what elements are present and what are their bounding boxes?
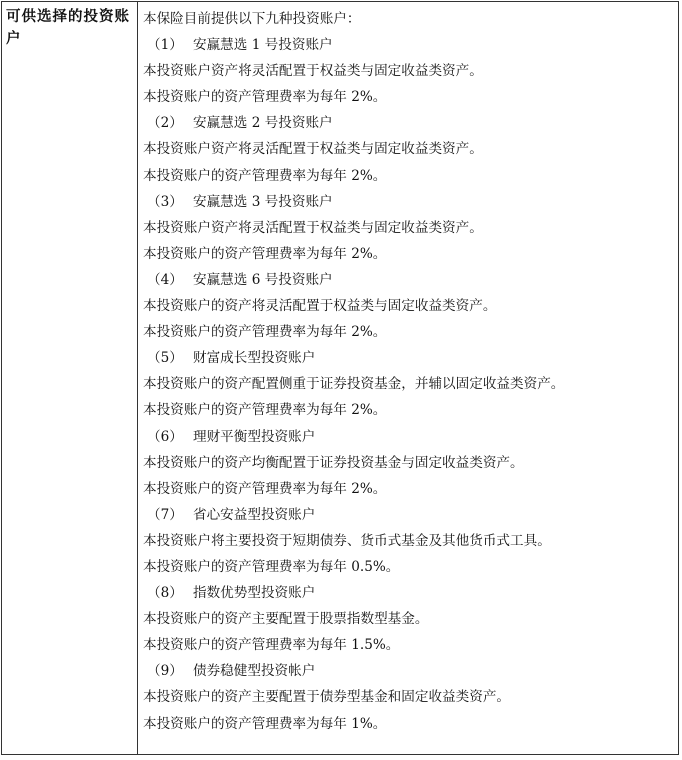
account-fee: 本投资账户的资产管理费率为每年 1%。 bbox=[143, 715, 387, 732]
account-title bbox=[143, 502, 677, 528]
account-desc: 本投资账户的资产主要配置于股票指数型基金。 bbox=[143, 611, 429, 628]
account-title bbox=[143, 424, 677, 450]
account-name: 财富成长型投资账户 bbox=[193, 350, 316, 367]
term-label: 可供选择的投资账户 bbox=[6, 9, 130, 47]
account-item bbox=[143, 32, 677, 110]
account-title bbox=[143, 189, 677, 215]
account-desc: 本投资账户的资产配置侧重于证券投资基金，并辅以固定收益类资产。 bbox=[143, 376, 565, 393]
account-fee: 本投资账户的资产管理费率为每年 2%。 bbox=[143, 324, 387, 341]
account-desc: 本投资账户将主要投资于短期债券、货币式基金及其他货币式工具。 bbox=[143, 532, 551, 549]
account-title bbox=[143, 658, 677, 684]
account-title bbox=[143, 32, 677, 58]
account-fee: 本投资账户的资产管理费率为每年 2%。 bbox=[143, 167, 387, 184]
account-item bbox=[143, 189, 677, 267]
account-title bbox=[143, 110, 677, 136]
account-desc: 本投资账户的资产均衡配置于证券投资基金与固定收益类资产。 bbox=[143, 454, 524, 471]
account-item bbox=[143, 424, 677, 502]
account-fee: 本投资账户的资产管理费率为每年 2%。 bbox=[143, 480, 387, 497]
intro-text: 本保险目前提供以下九种投资账户： bbox=[143, 11, 361, 27]
account-number: （5） bbox=[147, 350, 183, 367]
account-number: （4） bbox=[147, 271, 183, 288]
account-number: （1） bbox=[147, 37, 183, 54]
account-desc: 本投资账户的资产将灵活配置于权益类与固定收益类资产。 bbox=[143, 298, 497, 315]
account-number: （2） bbox=[147, 115, 183, 132]
account-item bbox=[143, 110, 677, 188]
account-fee: 本投资账户的资产管理费率为每年 2%。 bbox=[143, 245, 387, 262]
account-name: 债券稳健型投资帐户 bbox=[193, 663, 316, 680]
account-fee: 本投资账户的资产管理费率为每年 2%。 bbox=[143, 89, 387, 106]
account-number: （7） bbox=[147, 506, 183, 523]
account-desc: 本投资账户的资产主要配置于债券型基金和固定收益类资产。 bbox=[143, 689, 511, 706]
account-name: 安赢慧选 3 号投资账户 bbox=[193, 193, 333, 210]
account-name: 安赢慧选 2 号投资账户 bbox=[193, 115, 333, 132]
account-fee: 本投资账户的资产管理费率为每年 0.5%。 bbox=[143, 558, 400, 575]
account-fee: 本投资账户的资产管理费率为每年 2%。 bbox=[143, 402, 387, 419]
account-item bbox=[143, 345, 677, 423]
account-desc: 本投资账户资产将灵活配置于权益类与固定收益类资产。 bbox=[143, 219, 483, 236]
account-number: （3） bbox=[147, 193, 183, 210]
account-number: （6） bbox=[147, 428, 183, 445]
account-title bbox=[143, 580, 677, 606]
accounts-description bbox=[143, 6, 677, 737]
account-number: （9） bbox=[147, 663, 183, 680]
account-title bbox=[143, 267, 677, 293]
account-fee: 本投资账户的资产管理费率为每年 1.5%。 bbox=[143, 637, 400, 654]
account-item bbox=[143, 580, 677, 658]
account-name: 省心安益型投资账户 bbox=[193, 506, 316, 523]
account-item bbox=[143, 502, 677, 580]
account-title bbox=[143, 345, 677, 371]
account-desc: 本投资账户资产将灵活配置于权益类与固定收益类资产。 bbox=[143, 141, 483, 158]
account-number: （8） bbox=[147, 585, 183, 602]
account-name: 安赢慧选 1 号投资账户 bbox=[193, 37, 333, 54]
account-name: 安赢慧选 6 号投资账户 bbox=[193, 271, 333, 288]
account-name: 指数优势型投资账户 bbox=[193, 585, 316, 602]
account-desc: 本投资账户资产将灵活配置于权益类与固定收益类资产。 bbox=[143, 63, 483, 80]
account-item bbox=[143, 267, 677, 345]
account-name: 理财平衡型投资账户 bbox=[193, 428, 316, 445]
column-divider bbox=[137, 1, 138, 755]
account-item bbox=[143, 658, 677, 736]
